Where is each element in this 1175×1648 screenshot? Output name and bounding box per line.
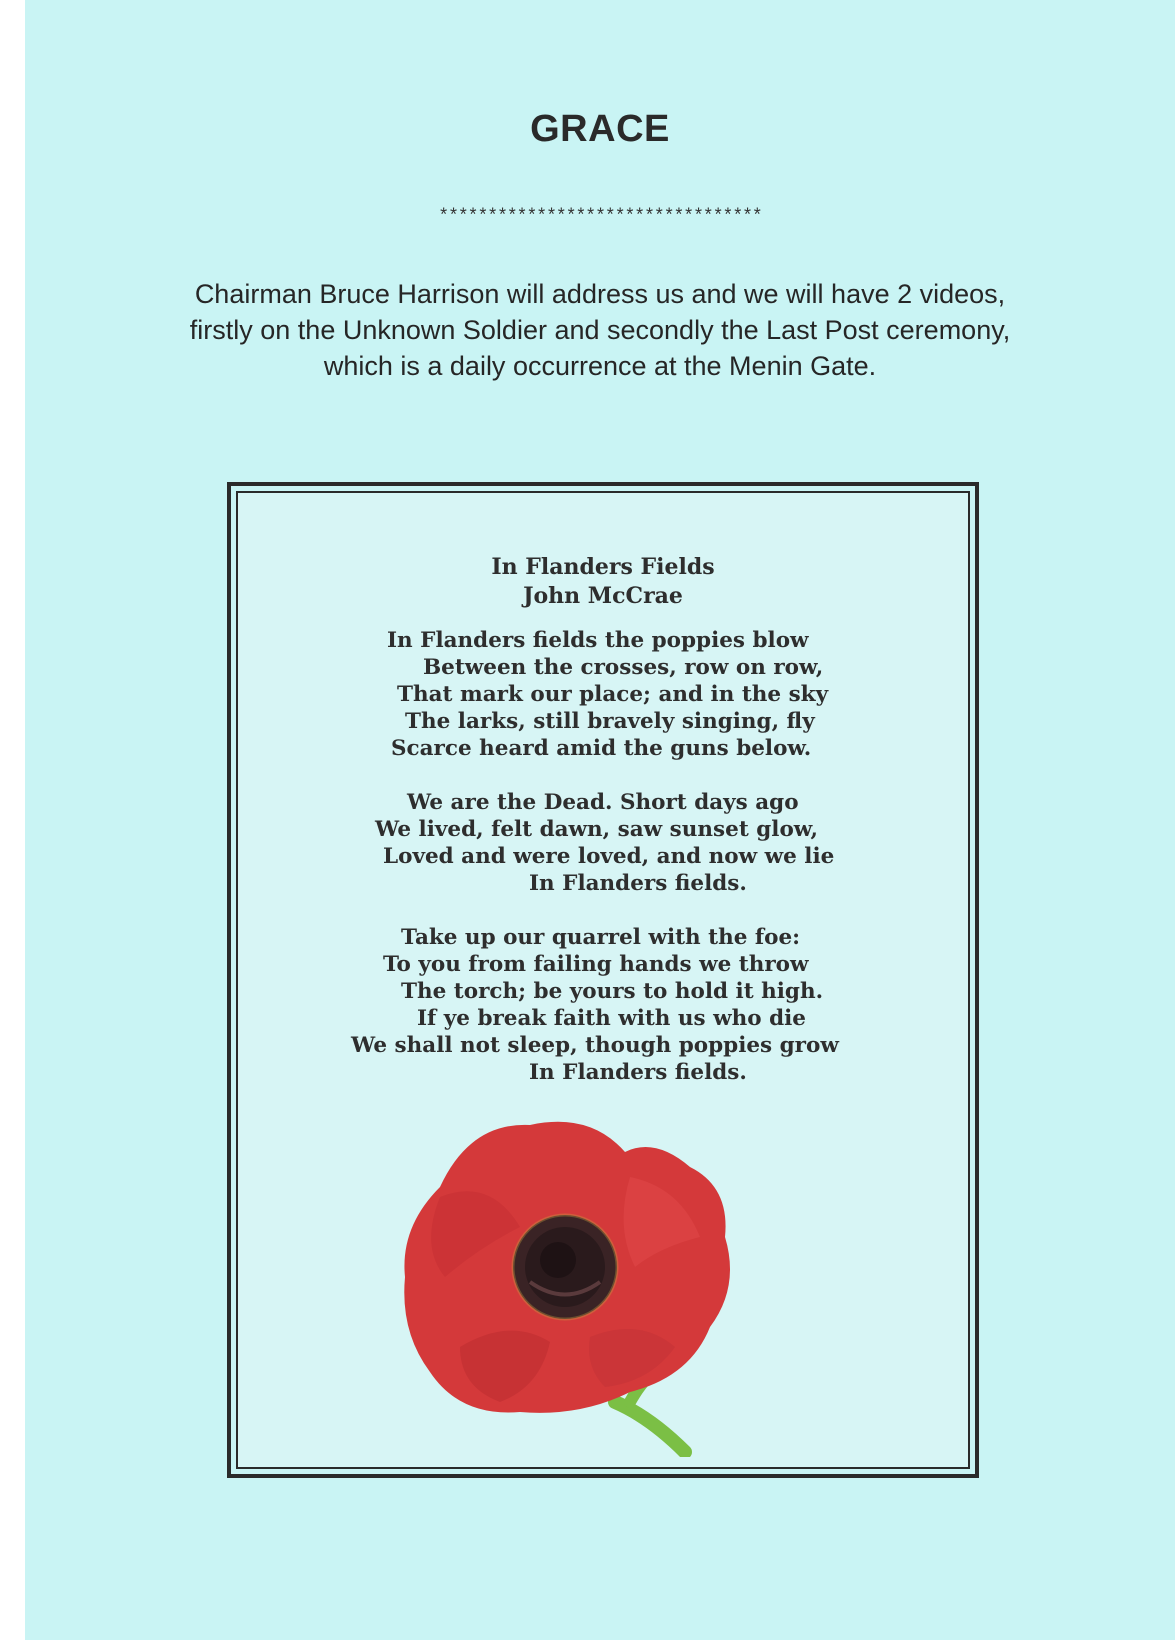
asterisk-divider: ********************************* [438,207,762,227]
poem-line: We are the Dead. Short days ago [407,790,799,815]
poem-frame [227,482,979,1478]
poem-line: If ye break faith with us who die [417,1006,806,1031]
intro-line: Chairman Bruce Harrison will address us and we will have 2 videos, [194,279,1006,309]
poem-line: In Flanders fields. [529,871,747,896]
intro-line: firstly on the Unknown Soldier and secondly the Last Post ceremony, [189,315,1011,345]
poem-line: To you from failing hands we throw [383,952,809,977]
document-page [25,0,1175,1640]
poem-author: John McCrae [523,583,683,609]
poem-line: Scarce heard amid the guns below. [391,736,812,761]
poem-line: Between the crosses, row on row, [423,655,824,680]
poppy-flower-icon [400,1117,760,1457]
poem-line: We shall not sleep, though poppies grow [351,1033,839,1058]
poem-line: We lived, felt dawn, saw sunset glow, [375,817,819,842]
poem-line: The larks, still bravely singing, fly [405,709,815,734]
poem-line: Loved and were loved, and now we lie [383,844,835,869]
poem-line: In Flanders fields the poppies blow [387,628,809,653]
intro-paragraph [25,276,1175,384]
poem-line: The torch; be yours to hold it high. [401,979,824,1004]
poem-line: Take up our quarrel with the foe: [401,925,801,950]
poem-heading [238,553,968,611]
poem-title: In Flanders Fields [491,554,715,580]
poem-panel [236,491,970,1469]
intro-line: which is a daily occurrence at the Menin Gate. [323,351,877,381]
poem-line: In Flanders fields. [529,1060,747,1085]
poem-line: That mark our place; and in the sky [397,682,829,707]
page-title: GRACE [530,108,670,150]
